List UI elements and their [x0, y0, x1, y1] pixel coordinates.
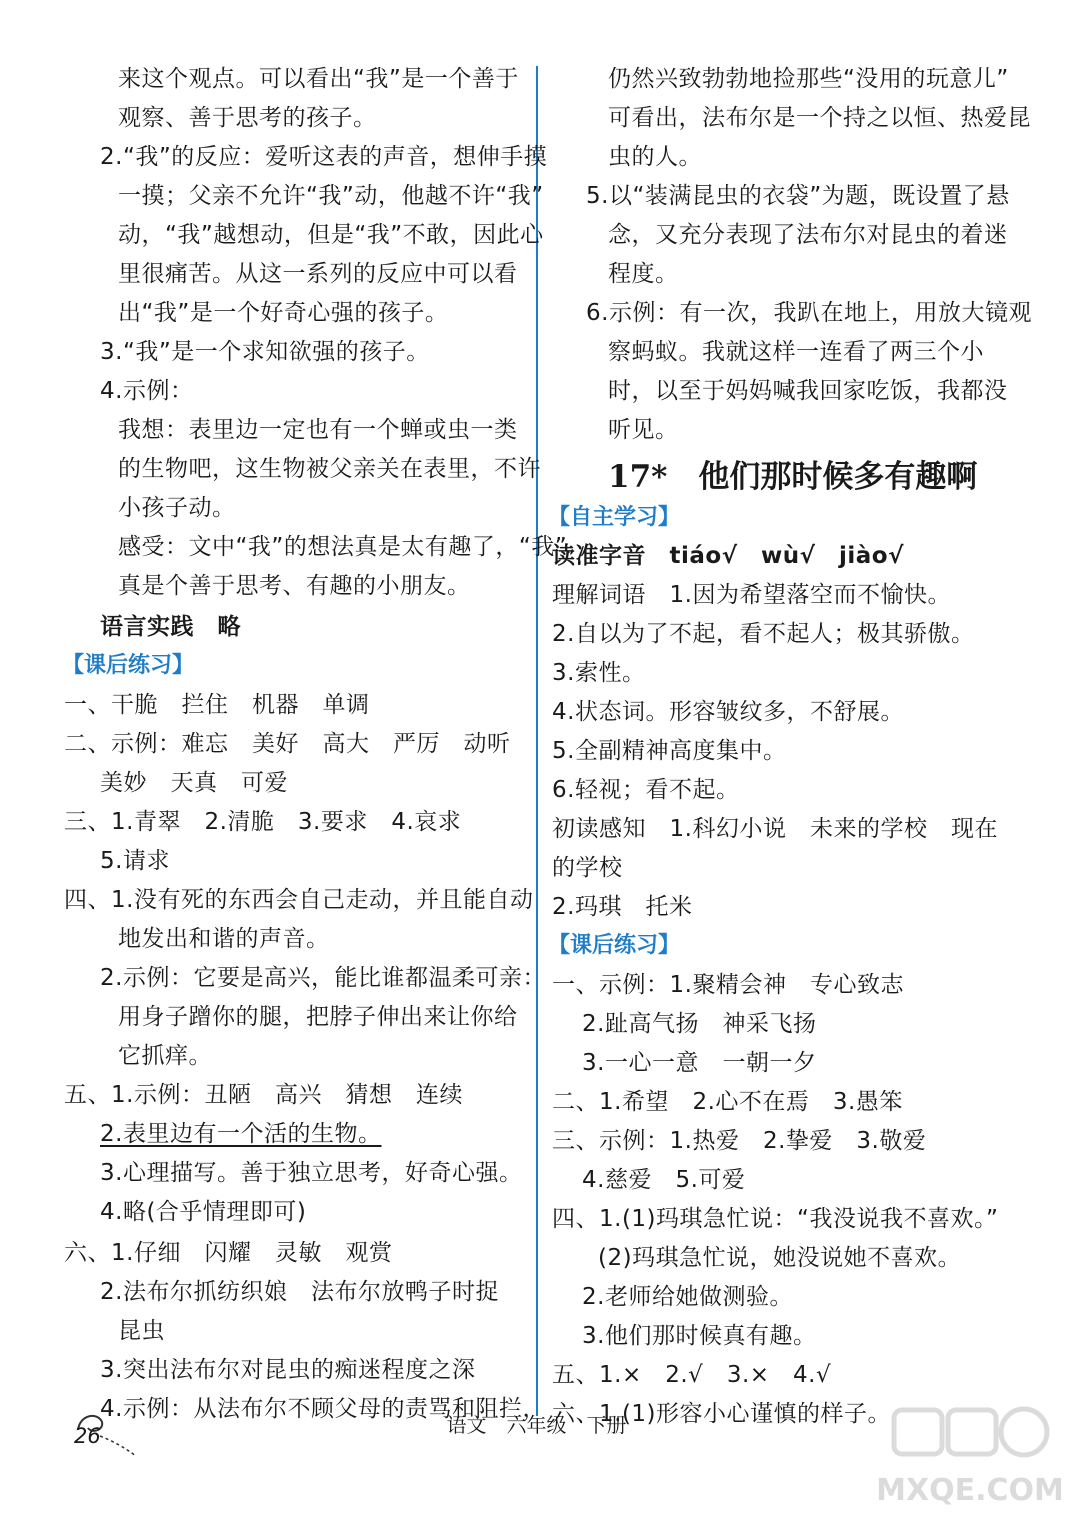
text-line: 动，“我”越想动，但是“我”不敢，因此心 [118, 222, 544, 248]
text-line: 三、1.青翠 2.清脆 3.要求 4.哀求 [64, 809, 462, 835]
text-line: 念，又充分表现了法布尔对昆虫的着迷 [608, 222, 1008, 248]
text-line: 二、1.希望 2.心不在焉 3.愚笨 [552, 1089, 903, 1115]
text-line: 2.玛琪 托米 [552, 894, 693, 920]
section-label: 【课后练习】 [548, 933, 681, 958]
text-line: 虫的人。 [608, 144, 702, 170]
text-line: 二、示例：难忘 美好 高大 严厉 动听 [64, 731, 511, 757]
text-line: 2.“我”的反应：爱听这表的声音，想伸手摸 [100, 144, 548, 170]
watermark-logo [876, 1404, 1064, 1514]
text-line: 一、干脆 拦住 机器 单调 [64, 692, 370, 718]
svg-text:MXQE.COM: MXQE.COM [876, 1473, 1064, 1508]
text-line: 3.一心一意 一朝一夕 [582, 1050, 817, 1076]
text-line: 6.示例：有一次，我趴在地上，用放大镜观 [586, 300, 1032, 326]
text-line: 初读感知 1.科幻小说 未来的学校 现在 [552, 816, 998, 842]
text-line: 2.示例：它要是高兴，能比谁都温柔可亲： [100, 965, 546, 991]
text-line: 观察、善于思考的孩子。 [118, 105, 377, 131]
text-line: 4.慈爱 5.可爱 [582, 1167, 746, 1193]
text-line: 2.法布尔抓纺织娘 法布尔放鸭子时捉 [100, 1279, 499, 1305]
text-line: 4.示例： [100, 378, 194, 404]
text-line: 理解词语 1.因为希望落空而不愉快。 [552, 582, 951, 608]
text-line: 仍然兴致勃勃地捡那些“没用的玩意儿” [608, 66, 1009, 92]
text-line: 听见。 [608, 417, 679, 443]
text-line: 四、1.没有死的东西会自己走动，并且能自动 [64, 887, 534, 913]
text-line: 五、1.× 2.√ 3.× 4.√ [552, 1362, 832, 1388]
text-line: 三、示例：1.热爱 2.挚爱 3.敬爱 [552, 1128, 927, 1154]
text-line: 5.以“装满昆虫的衣袋”为题，既设置了悬 [586, 183, 1010, 209]
text-line: 3.索性。 [552, 660, 646, 686]
lesson-title: 17* 他们那时候多有趣啊 [608, 459, 978, 495]
text-line: 真是个善于思考、有趣的小朋友。 [118, 573, 471, 599]
text-line: 的学校 [552, 855, 623, 881]
text-line: 一摸；父亲不允许“我”动，他越不许“我” [118, 183, 544, 209]
text-line: 2.老师给她做测验。 [582, 1284, 793, 1310]
text-line: 察蚂蚁。我就这样一连看了两三个小 [608, 339, 984, 365]
text-line: 3.“我”是一个求知欲强的孩子。 [100, 339, 430, 365]
page-footer: 语文 六年级 下册 [446, 1413, 627, 1437]
text-line: 3.他们那时候真有趣。 [582, 1323, 817, 1349]
text-line: 四、1.(1)玛琪急忙说：“我没说我不喜欢。” [552, 1206, 999, 1232]
text-line: 6.轻视；看不起。 [552, 777, 740, 803]
text-line: 5.请求 [100, 848, 170, 874]
text-line: 出“我”是一个好奇心强的孩子。 [118, 300, 449, 326]
text-line: 4.示例：从法布尔不顾父母的责骂和阻拦， [100, 1396, 546, 1422]
text-line: 3.突出法布尔对昆虫的痴迷程度之深 [100, 1357, 476, 1383]
text-line: 来这个观点。可以看出“我”是一个善于 [118, 66, 519, 92]
text-line: 5.全副精神高度集中。 [552, 738, 787, 764]
text-line: 美妙 天真 可爱 [100, 770, 288, 796]
text-line: 的生物吧，这生物被父亲关在表里，不许 [118, 456, 541, 482]
text-line: 昆虫 [118, 1318, 165, 1344]
text-line: 读准字音 tiáo√ wù√ jiào√ [552, 543, 904, 569]
text-line: 4.状态词。形容皱纹多，不舒展。 [552, 699, 904, 725]
text-line: 六、1.(1)形容小心谨慎的样子。 [552, 1401, 892, 1427]
text-line: 地发出和谐的声音。 [118, 926, 330, 952]
text-line: 用身子蹭你的腿，把脖子伸出来让你给 [118, 1004, 518, 1030]
text-line: 2.趾高气扬 神采飞扬 [582, 1011, 817, 1037]
text-line: 2.自以为了不起，看不起人；极其骄傲。 [552, 621, 975, 647]
text-line: (2)玛琪急忙说，她没说她不喜欢。 [598, 1245, 962, 1271]
page-number: 26 [74, 1424, 101, 1448]
text-line: 4.略(合乎情理即可) [100, 1199, 307, 1225]
section-label: 【自主学习】 [548, 505, 681, 530]
text-line: 时，以至于妈妈喊我回家吃饭，我都没 [608, 378, 1008, 404]
text-line: 五、1.示例：丑陋 高兴 猜想 连续 [64, 1082, 463, 1108]
text-line: 感受：文中“我”的想法真是太有趣了，“我” [118, 534, 568, 560]
text-line: 程度。 [608, 261, 679, 287]
text-line: 它抓痒。 [118, 1043, 212, 1069]
section-label: 【课后练习】 [62, 653, 195, 678]
text-line: 一、示例：1.聚精会神 专心致志 [552, 972, 904, 998]
text-line: 2.表里边有一个活的生物。 [100, 1121, 382, 1147]
text-line: 小孩子动。 [118, 495, 236, 521]
text-line: 可看出，法布尔是一个持之以恒、热爱昆 [608, 105, 1031, 131]
text-line: 六、1.仔细 闪耀 灵敏 观赏 [64, 1240, 393, 1266]
text-line: 里很痛苦。从这一系列的反应中可以看 [118, 261, 518, 287]
column-divider [536, 66, 538, 1416]
text-line: 我想：表里边一定也有一个蝉或虫一类 [118, 417, 518, 443]
text-line: 语言实践 略 [100, 614, 241, 640]
text-line: 3.心理描写。善于独立思考，好奇心强。 [100, 1160, 523, 1186]
